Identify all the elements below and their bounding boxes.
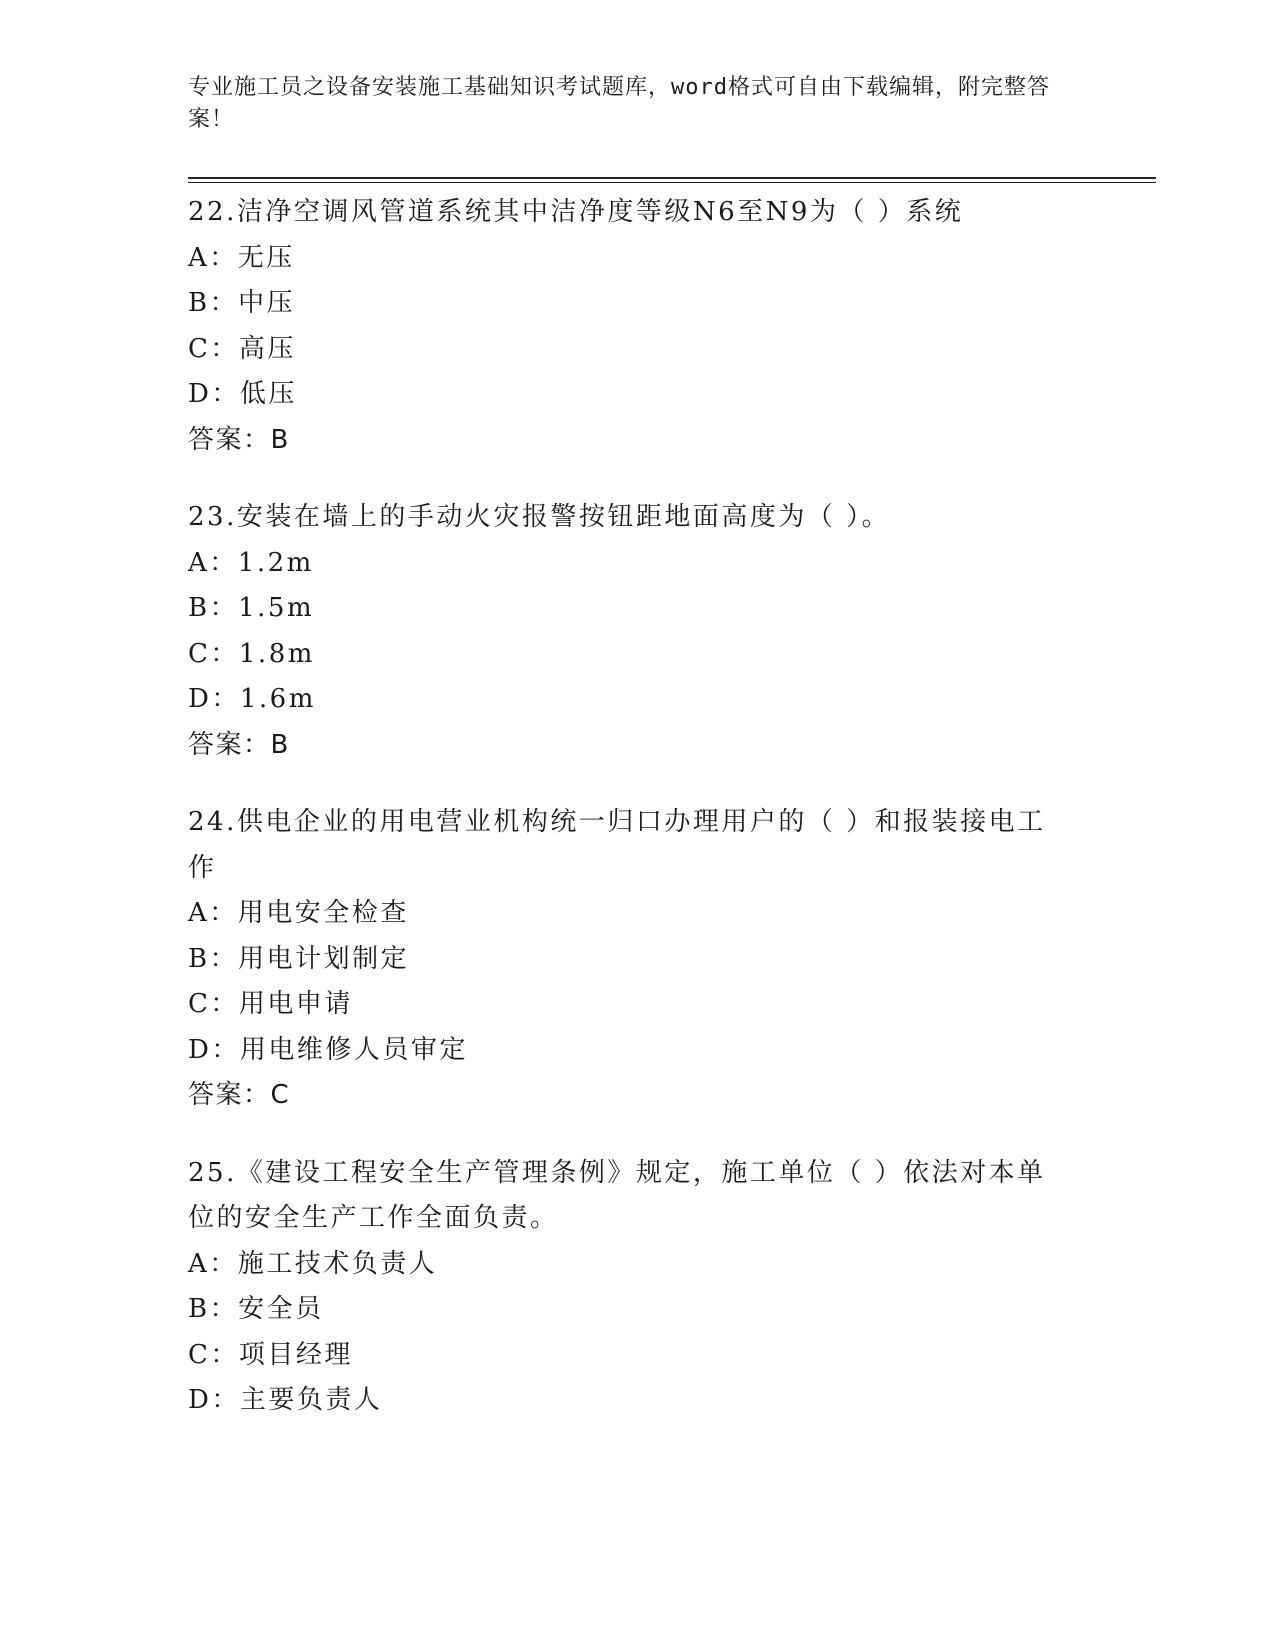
question-24 [188,800,1068,1119]
answer-key: 答案：B [188,424,290,455]
option-d: D：1.6m [188,684,316,714]
question-22 [188,190,1068,463]
document-header: 专业施工员之设备安装施工基础知识考试题库，word格式可自由下载编辑，附完整答案！ [188,75,1050,132]
option-b: B：安全员 [188,1294,324,1324]
option-d: D：用电维修人员审定 [188,1034,468,1065]
question-stem: 22.洁净空调风管道系统其中洁净度等级N6至N9为（ ）系统 [188,197,964,227]
option-a: A：无压 [188,242,295,273]
question-25 [188,1151,1068,1424]
header-divider-thin [188,182,1156,183]
option-c: C：用电申请 [188,989,353,1019]
answer-key: 答案：B [188,729,290,760]
option-d: D：主要负责人 [188,1385,383,1415]
option-b: B：1.5m [188,593,315,623]
header-divider-thick [188,177,1156,179]
question-23 [188,495,1068,768]
question-stem: 23.安装在墙上的手动火灾报警按钮距地面高度为（ ）。 [188,502,891,532]
option-b: B：用电计划制定 [188,943,410,974]
option-c: C：项目经理 [188,1339,353,1370]
option-d: D：低压 [188,379,297,409]
option-c: C：高压 [188,333,296,364]
answer-key: 答案：C [188,1080,291,1110]
option-a: A：1.2m [188,547,314,578]
option-c: C：1.8m [188,638,315,669]
option-a: A：施工技术负责人 [188,1248,438,1279]
option-a: A：用电安全检查 [188,898,409,928]
question-stem: 24.供电企业的用电营业机构统一归口办理用户的（ ）和报装接电工作 [188,807,1046,883]
question-stem: 25.《建设工程安全生产管理条例》规定，施工单位（ ）依法对本单位的安全生产工作全面负责。 [188,1157,1046,1233]
option-b: B：中压 [188,288,296,318]
question-list [188,190,1068,1456]
